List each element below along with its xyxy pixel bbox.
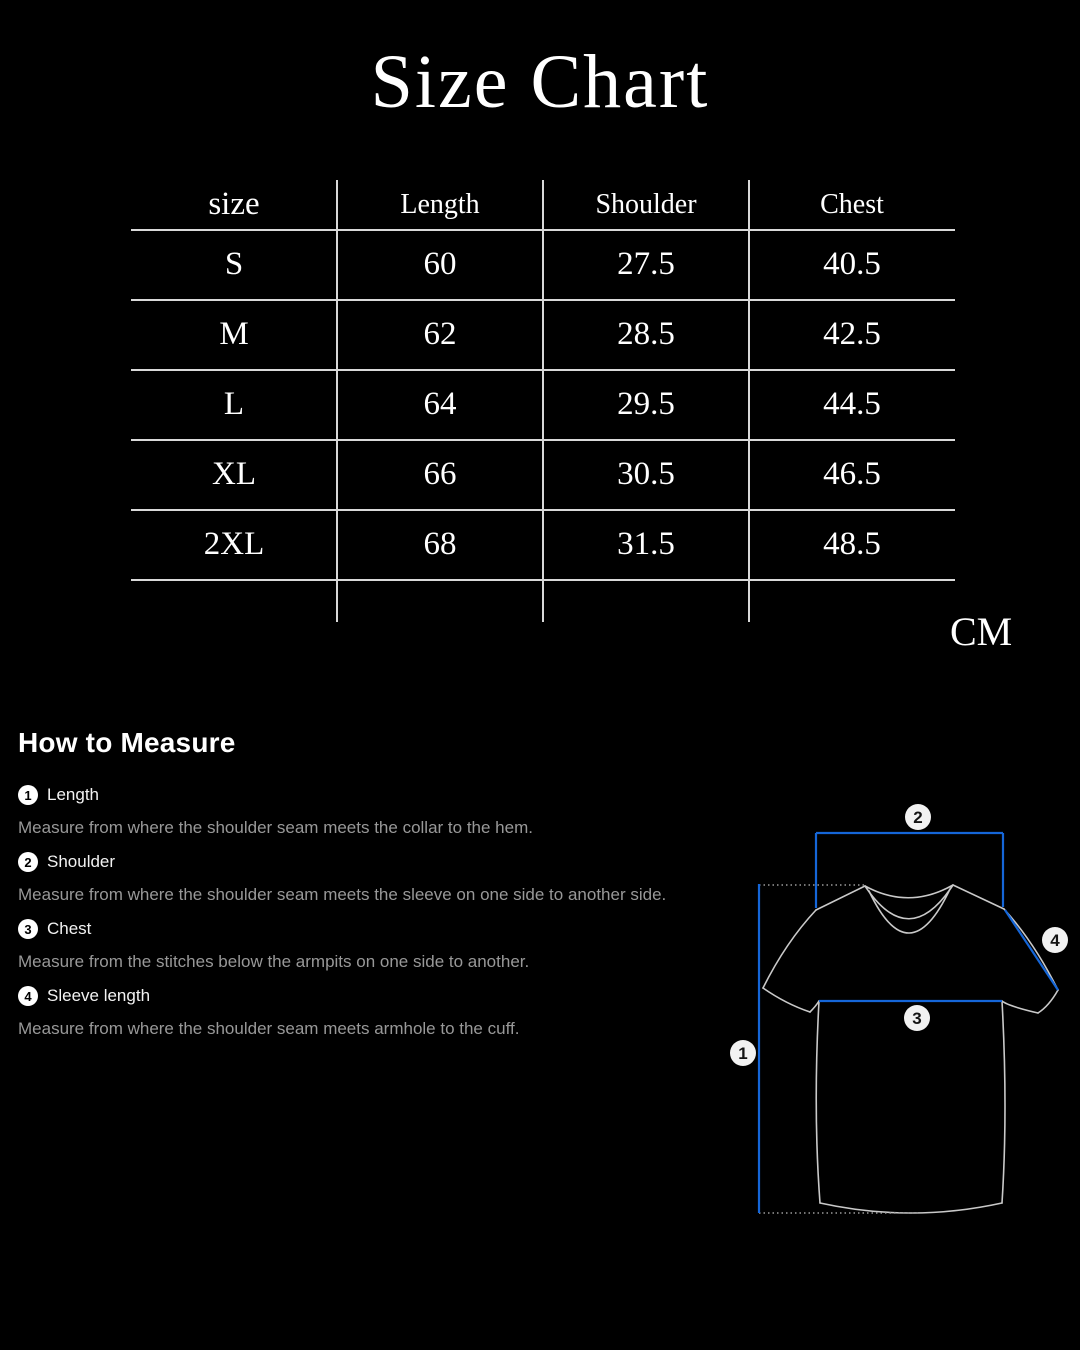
column-header-length: Length [400, 188, 480, 220]
measure-item-description: Measure from where the shoulder seam meets the collar to the hem. [18, 818, 533, 837]
tshirt-measurement-diagram [700, 780, 1080, 1250]
step-1-badge: 1 [18, 785, 38, 805]
table-cell: 46.5 [823, 455, 881, 492]
diagram-marker-1 [730, 1040, 756, 1066]
measure-item-description: Measure from the stitches below the armpits on one side to another. [18, 952, 530, 971]
measure-item-description: Measure from where the shoulder seam meets armhole to the cuff. [18, 1019, 520, 1038]
measure-item-head [18, 919, 91, 939]
table-cell: 68 [423, 525, 457, 562]
table-cell: 44.5 [823, 385, 881, 422]
table-grid-line [336, 180, 338, 622]
size-table [131, 180, 955, 622]
page-title: Size Chart [370, 40, 710, 124]
table-cell: 40.5 [823, 245, 881, 282]
measure-item-label: Shoulder [47, 852, 116, 871]
dotted-guide-lines [759, 885, 920, 1213]
marker-number: 1 [738, 1044, 748, 1063]
table-cell: 42.5 [823, 315, 881, 352]
how-to-measure-section [18, 727, 698, 1053]
step-2-badge: 2 [18, 852, 38, 872]
diagram-marker-2 [905, 804, 931, 830]
tshirt-outline [763, 885, 1058, 1213]
unit-label: CM [950, 609, 1013, 654]
table-cell: 2XL [203, 525, 265, 562]
measure-item-head [18, 852, 115, 872]
column-header-chest: Chest [820, 188, 884, 220]
table-cell: 60 [423, 245, 457, 282]
measure-item-description: Measure from where the shoulder seam meets the sleeve on one side to another side. [18, 885, 667, 904]
table-cell: 31.5 [617, 525, 675, 562]
table-cell: 64 [423, 385, 457, 422]
table-cell: M [219, 315, 249, 352]
measure-item-length [18, 785, 698, 852]
step-4-badge: 4 [18, 986, 38, 1006]
diagram-marker-3 [904, 1005, 930, 1031]
column-header-shoulder: Shoulder [595, 188, 697, 220]
table-cell: S [224, 245, 244, 282]
marker-number: 4 [1050, 931, 1060, 950]
measure-item-shoulder [18, 852, 698, 919]
marker-number: 2 [913, 808, 923, 827]
measure-item-head [18, 785, 99, 805]
diagram-marker-4 [1042, 927, 1068, 953]
measure-item-head [18, 986, 150, 1006]
table-cell: L [223, 385, 245, 422]
table-cell: 27.5 [617, 245, 675, 282]
measure-item-label: Sleeve length [47, 986, 151, 1005]
measure-item-label: Chest [47, 919, 92, 938]
measure-item-sleeve-length [18, 986, 698, 1053]
measure-item-label: Length [47, 785, 99, 804]
marker-number: 3 [912, 1009, 922, 1028]
table-cell: 29.5 [617, 385, 675, 422]
table-grid-line [748, 180, 750, 622]
table-cell: 30.5 [617, 455, 675, 492]
step-3-badge: 3 [18, 919, 38, 939]
table-grid-line [542, 180, 544, 622]
table-cell: 48.5 [823, 525, 881, 562]
column-header-size: size [208, 186, 260, 222]
table-cell: 66 [423, 455, 457, 492]
table-cell: 62 [423, 315, 457, 352]
table-cell: XL [212, 455, 256, 492]
table-cell: 28.5 [617, 315, 675, 352]
measure-item-chest [18, 919, 698, 986]
how-to-measure-heading: How to Measure [18, 727, 236, 758]
